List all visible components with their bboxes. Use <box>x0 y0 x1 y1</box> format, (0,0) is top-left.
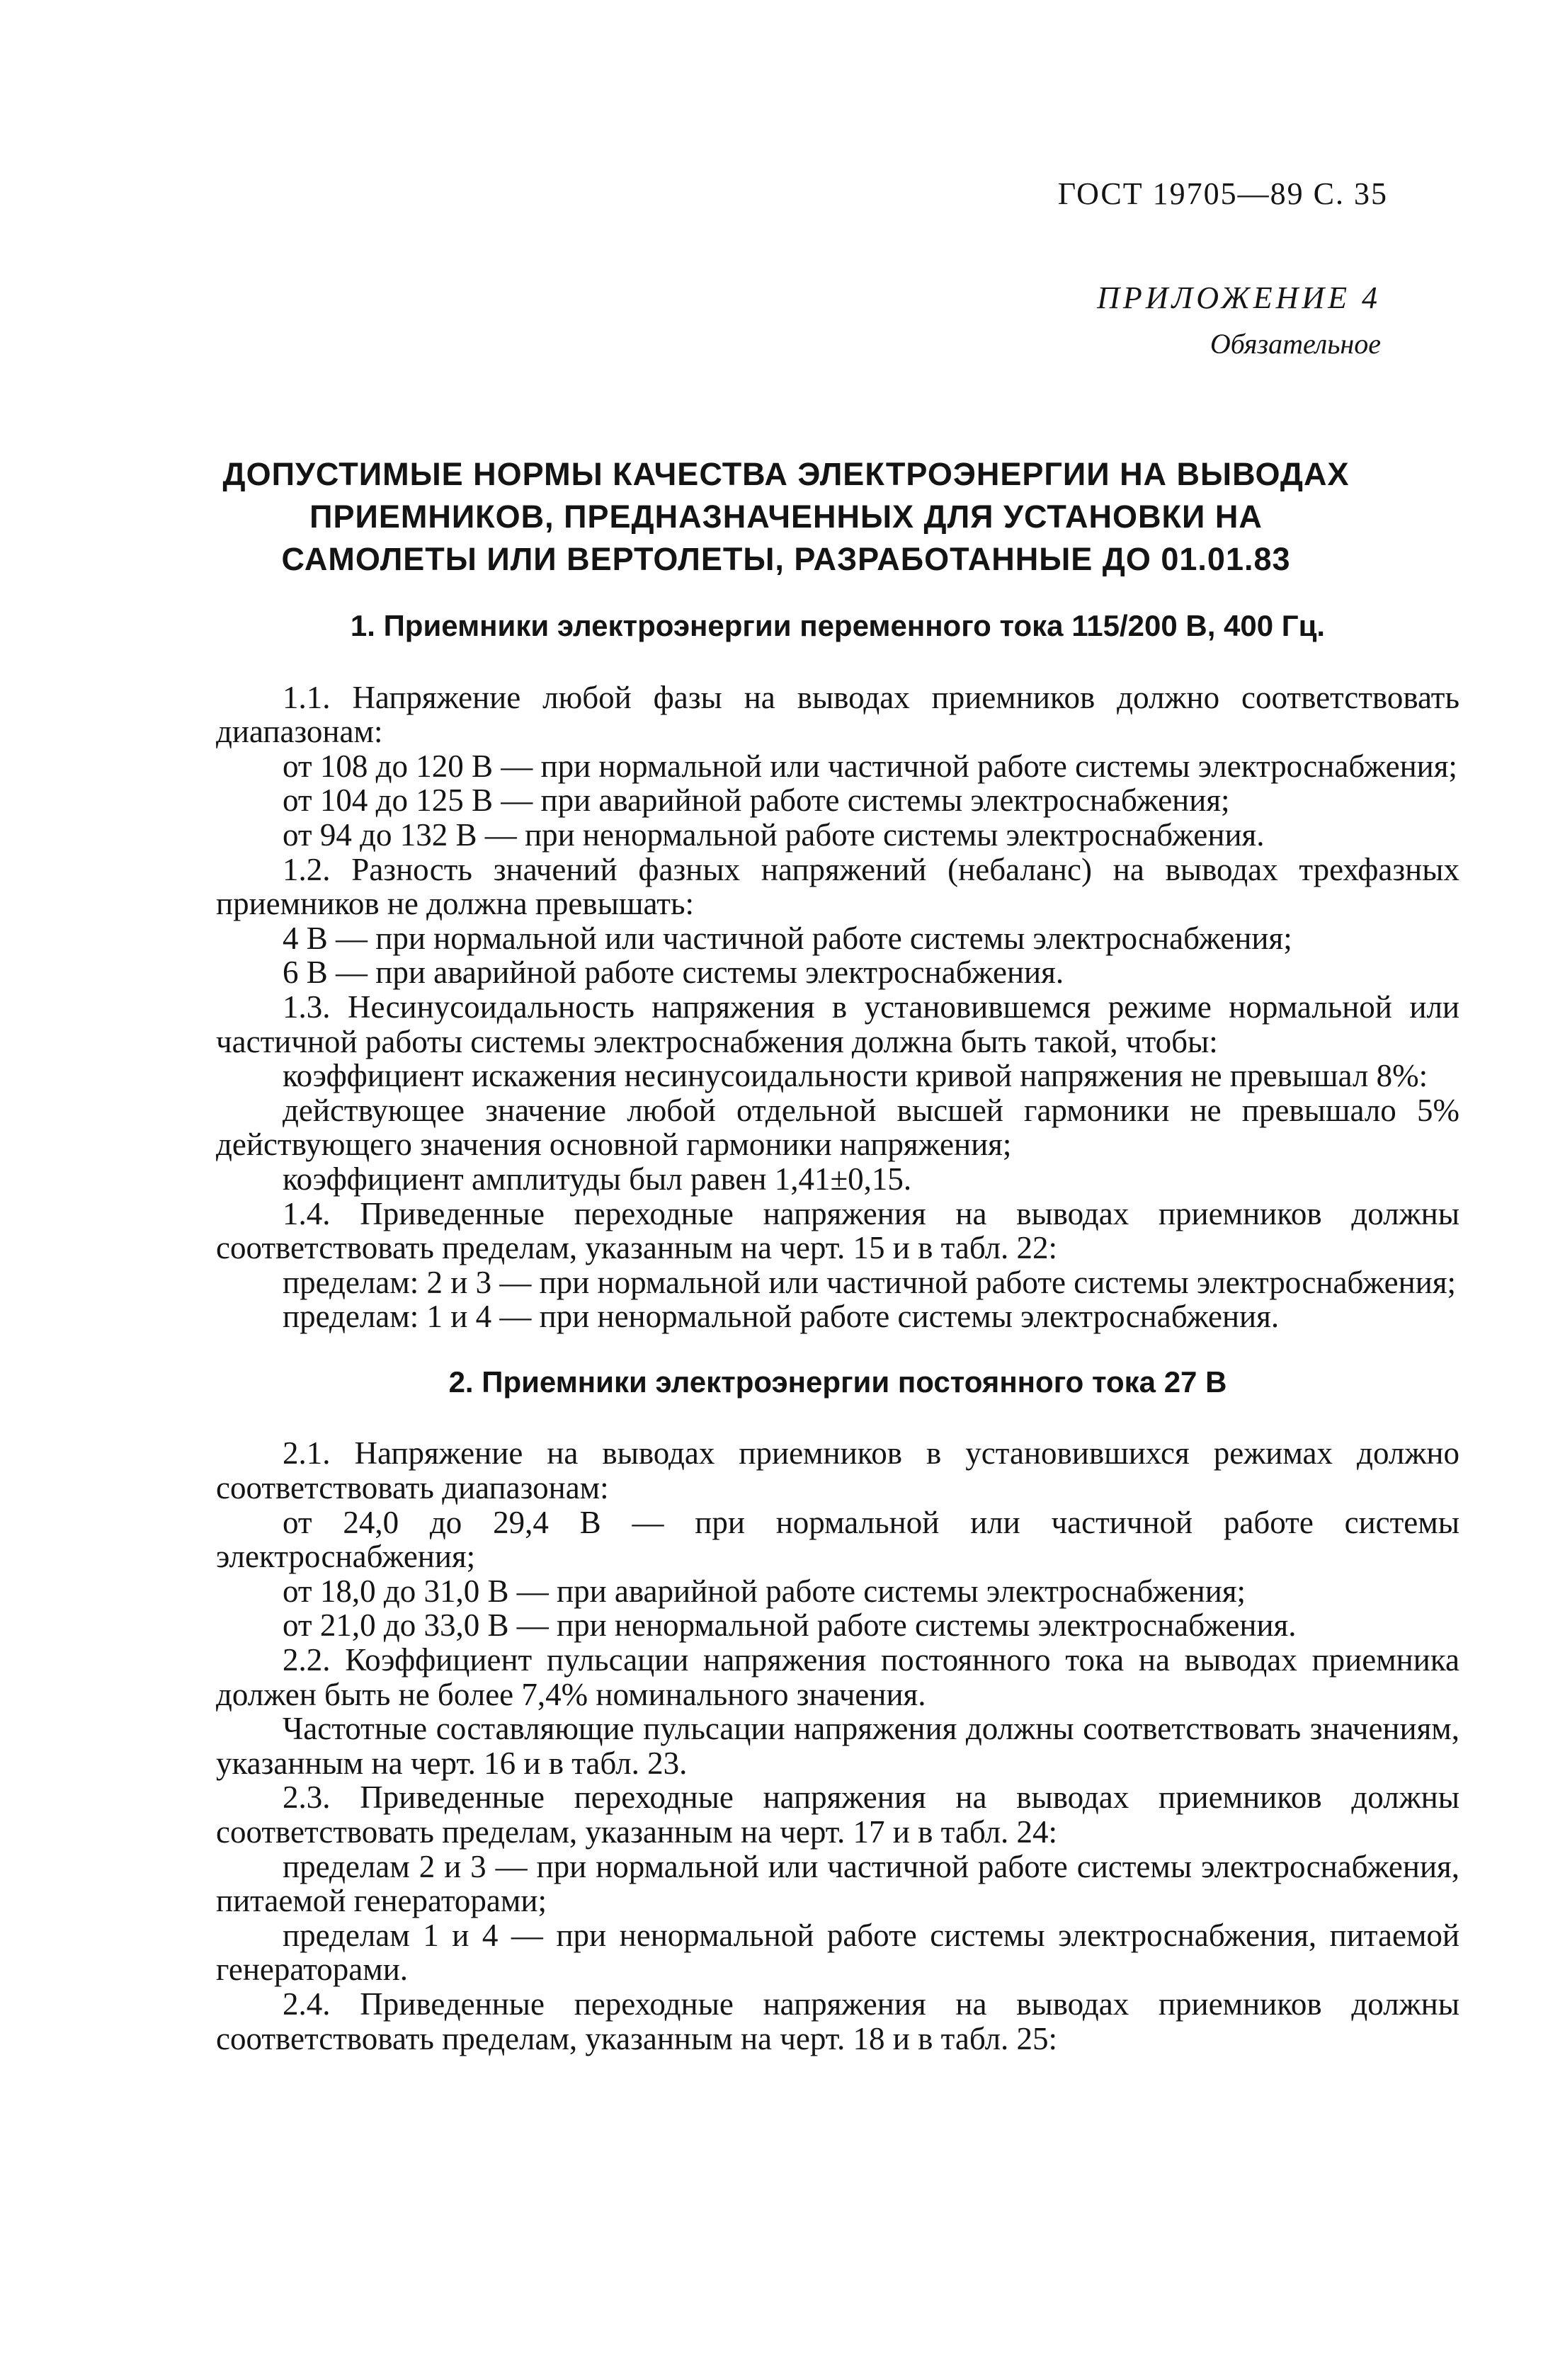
page-header: ГОСТ 19705—89 С. 35 <box>1057 176 1388 211</box>
title-line: ПРИЕМНИКОВ, ПРЕДНАЗНАЧЕННЫХ ДЛЯ УСТАНОВКИ НА <box>309 499 1263 535</box>
paragraph: 1.1. Напряжение любой фазы на выводах приемников должно соответствовать диапазонам: <box>216 679 1459 750</box>
paragraph: 1.3. Несинусоидальность напряжения в установившемся режиме нормальной или частичной работы системы электроснабжения должна быть такой, чтобы: <box>216 989 1459 1059</box>
paragraph: от 24,0 до 29,4 В — при нормальной или частичной работе системы электроснабжения; <box>216 1504 1459 1575</box>
paragraph: 2.1. Напряжение на выводах приемников в установившихся режимах должно соответствовать диапазонам: <box>216 1435 1459 1506</box>
paragraph: от 108 до 120 В — при нормальной или частичной работе системы электроснабжения; <box>283 748 1457 784</box>
title-line: ДОПУСТИМЫЕ НОРМЫ КАЧЕСТВА ЭЛЕКТРОЭНЕРГИИ НА ВЫВОДАХ <box>222 456 1350 492</box>
paragraph: действующее значение любой отдельной высшей гармоники не превышало 5% действующего значения основной гармоники напряжения; <box>216 1092 1459 1163</box>
paragraph: 2.3. Приведенные переходные напряжения на выводах приемников должны соответствовать пределам, указанным на черт. 17 и в табл. 24: <box>216 1780 1459 1850</box>
paragraph: 1.4. Приведенные переходные напряжения на выводах приемников должны соответствовать пределам, указанным на черт. 15 и в табл. 22: <box>216 1195 1459 1266</box>
section-2-title: 2. Приемники электроэнергии постоянного тока 27 В <box>448 1365 1227 1399</box>
paragraph: пределам 1 и 4 — при ненормальной работе системы электроснабжения, питаемой генераторами. <box>216 1917 1459 1988</box>
paragraph: Частотные составляющие пульсации напряжения должны соответствовать значениям, указанным на черт. 16 и в табл. 23. <box>216 1711 1459 1781</box>
paragraph: 2.2. Коэффициент пульсации напряжения постоянного тока на выводах приемника должен быть не более 7,4% номинального значения. <box>216 1642 1459 1712</box>
paragraph: коэффициент амплитуды был равен 1,41±0,15. <box>283 1161 912 1197</box>
paragraph: от 18,0 до 31,0 В — при аварийной работе системы электроснабжения; <box>283 1573 1246 1609</box>
paragraph: 6 В — при аварийной работе системы электроснабжения. <box>283 955 1064 991</box>
document-body <box>216 609 1459 2056</box>
section-1-title: 1. Приемники электроэнергии переменного тока 115/200 В, 400 Гц. <box>350 609 1326 642</box>
paragraph: 1.2. Разность значений фазных напряжений (небаланс) на выводах трехфазных приемников не должна превышать: <box>216 851 1459 922</box>
title-line: САМОЛЕТЫ ИЛИ ВЕРТОЛЕТЫ, РАЗРАБОТАННЫЕ ДО 01.01.83 <box>281 541 1291 577</box>
paragraph: от 104 до 125 В — при аварийной работе системы электроснабжения; <box>283 782 1230 819</box>
paragraph: пределам: 1 и 4 — при ненормальной работе системы электроснабжения. <box>283 1299 1280 1335</box>
paragraph: коэффициент искажения несинусоидальности кривой напряжения не превышал 8%: <box>283 1058 1428 1094</box>
paragraph: от 21,0 до 33,0 В — при ненормальной работе системы электроснабжения. <box>283 1607 1297 1644</box>
paragraph: пределам: 2 и 3 — при нормальной или частичной работе системы электроснабжения; <box>283 1264 1457 1300</box>
paragraph: 4 В — при нормальной или частичной работе системы электроснабжения; <box>283 920 1292 956</box>
paragraph: пределам 2 и 3 — при нормальной или частичной работе системы электроснабжения, питаемой генераторами; <box>216 1848 1459 1919</box>
appendix-status: Обязательное <box>1210 328 1381 360</box>
paragraph: от 94 до 132 В — при ненормальной работе системы электроснабжения. <box>283 816 1265 853</box>
document-title <box>198 453 1374 581</box>
appendix-label: ПРИЛОЖЕНИЕ 4 <box>1097 280 1381 315</box>
paragraph: 2.4. Приведенные переходные напряжения на выводах приемников должны соответствовать пределам, указанным на черт. 18 и в табл. 25: <box>216 1986 1459 2056</box>
